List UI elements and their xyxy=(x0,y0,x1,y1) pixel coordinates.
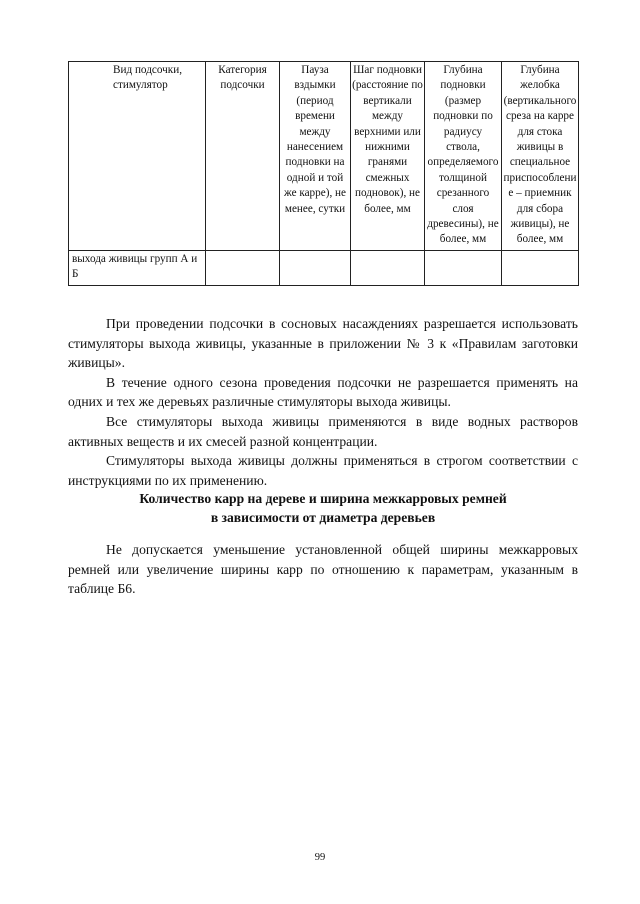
table-cell xyxy=(425,250,502,285)
table-cell xyxy=(280,250,351,285)
closing-text xyxy=(68,540,578,599)
table-header-row xyxy=(69,62,579,251)
paragraph: Все стимуляторы выхода живицы применяются в виде водных растворов активных веществ и их смесей разной концентрации. xyxy=(68,413,578,449)
header-cell-type: Вид подсочки, стимулятор xyxy=(69,62,206,251)
table-cell xyxy=(206,250,280,285)
table-row xyxy=(69,250,579,285)
table-cell xyxy=(502,250,579,285)
header-cell-category: Категория подсочки xyxy=(206,62,280,251)
header-cell-pause: Пауза вздымки (период времени между нанесением подновки на одной и той же карре), не менее, сутки xyxy=(280,62,351,251)
parameters-table xyxy=(68,61,579,286)
section-heading xyxy=(68,490,578,527)
paragraph: При проведении подсочки в сосновых насаждениях разрешается использовать стимуляторы выхода живицы, указанные в приложении № 3 к «Правилам заготовки живицы». xyxy=(68,316,578,371)
header-cell-depth: Глубина подновки (размер подновки по радиусу ствола, определяемого толщиной срезанного слоя древесины), не более, мм xyxy=(425,62,502,251)
section-heading-line: Количество карр на дереве и ширина межкарровых ремней xyxy=(139,491,507,506)
header-cell-step: Шаг подновки (расстояние по вертикали между верхними или нижними гранями смежных подновок), не более, мм xyxy=(351,62,425,251)
page-number: 99 xyxy=(314,852,326,863)
header-cell-groove-depth: Глубина желобка (вертикального среза на карре для стока живицы в специальное приспособление – приемник для сбора живицы), не более, мм xyxy=(502,62,579,251)
table-cell: выхода живицы групп А и Б xyxy=(69,250,206,285)
paragraph: В течение одного сезона проведения подсочки не разрешается применять на одних и тех же деревьях различные стимуляторы выхода живицы. xyxy=(68,374,578,410)
table-cell xyxy=(351,250,425,285)
paragraph: Стимуляторы выхода живицы должны применяться в строгом соответствии с инструкциями по их применению. xyxy=(68,453,578,488)
body-text xyxy=(68,314,578,490)
section-heading-line: в зависимости от диаметра деревьев xyxy=(210,509,436,525)
paragraph: Не допускается уменьшение установленной общей ширины межкарровых ремней или увеличение ширины карр по отношению к параметрам, указанным в таблице Б6. xyxy=(68,542,578,597)
